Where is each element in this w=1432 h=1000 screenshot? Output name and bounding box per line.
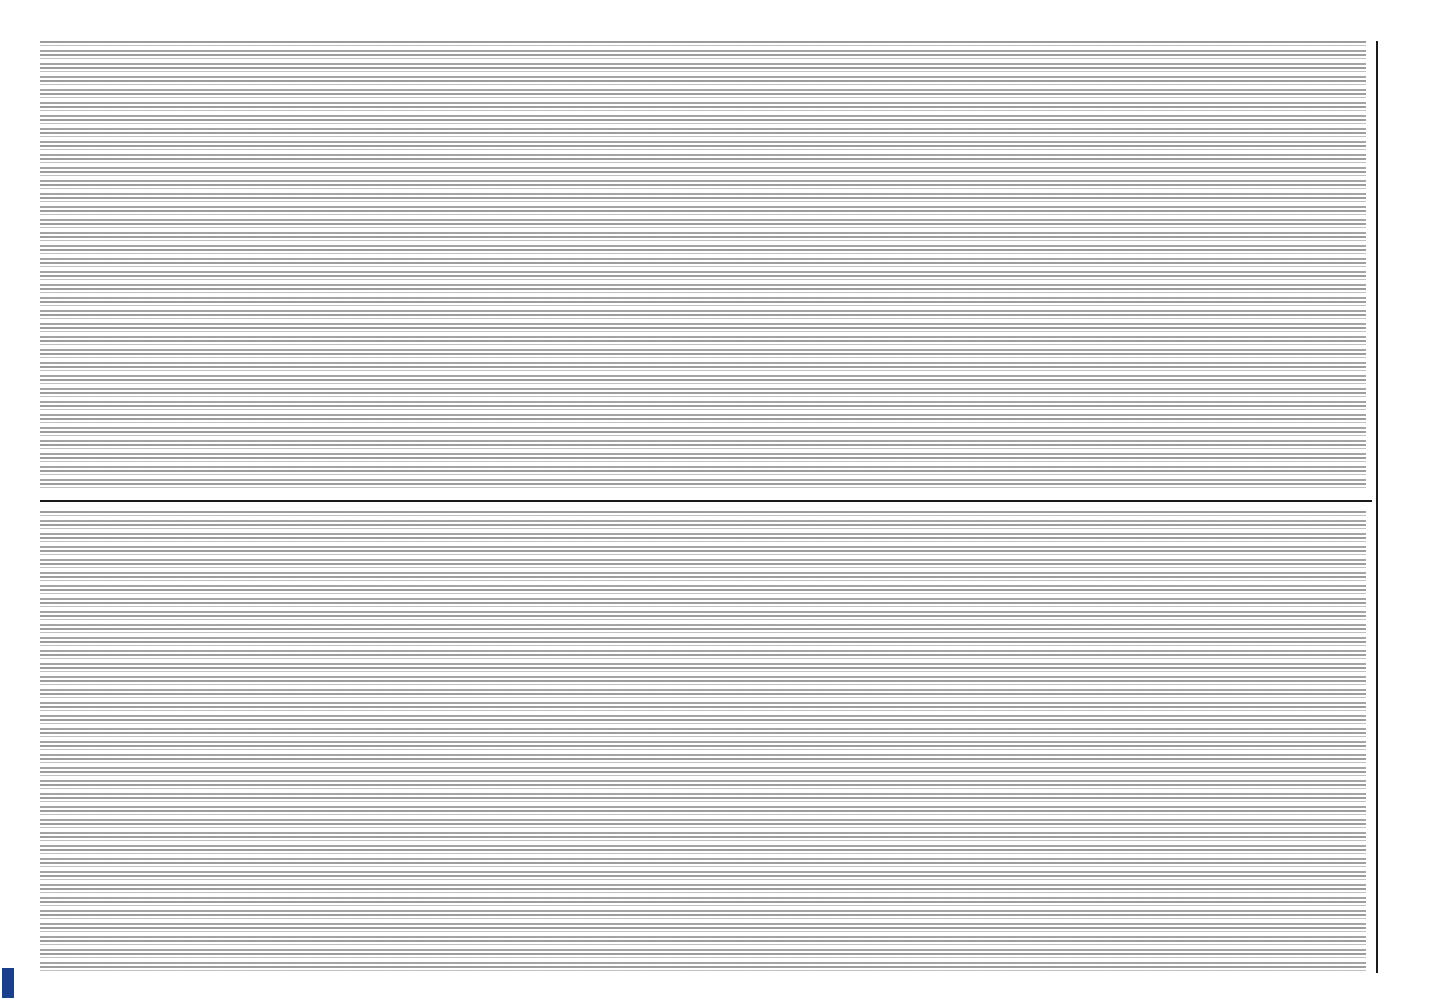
digitization-credit (0, 0, 14, 986)
text-column-left (40, 41, 1366, 489)
text-column-right (40, 511, 1366, 973)
column-right-print (40, 511, 1366, 973)
page-header (1380, 41, 1414, 973)
rotated-page (0, 5, 1432, 995)
dfg-logo-text (2, 968, 14, 998)
header-rule (1376, 41, 1378, 973)
column-divider (40, 500, 1372, 502)
dfg-logo (2, 968, 14, 998)
column-left-print (40, 41, 1366, 489)
